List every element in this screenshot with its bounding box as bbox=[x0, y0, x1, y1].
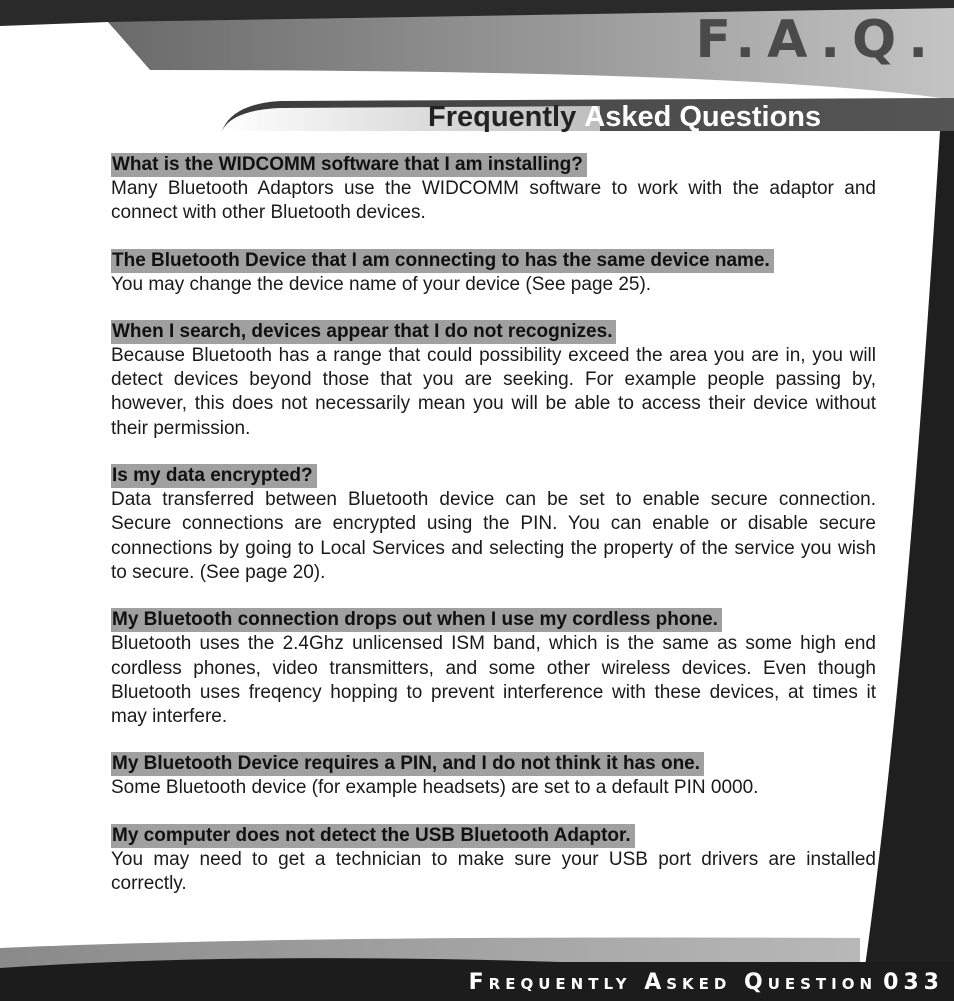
faq-answer: Some Bluetooth device (for example headsets) are set to a default PIN 0000. bbox=[111, 777, 759, 799]
faq-answer: You may change the device name of your device (See page 25). bbox=[111, 273, 652, 295]
faq-answer: Bluetooth uses the 2.4Ghz unlicensed ISM band, which is the same as some high end cordless phones, video transmitters, and some other wireless devices. Even though Bluetooth uses freqency hopping to prevent interference with these devices, at times it may interfere. bbox=[111, 633, 876, 728]
faq-item bbox=[111, 153, 876, 226]
page-title-word-1: Frequently bbox=[428, 101, 577, 133]
faq-answer: Data transferred between Bluetooth device can be set to enable secure connection. Secure connections are encrypted using the PIN. You can enable or disable secure connections by going to Local Services and selecting the property of the service you wish to secure. (See page 20). bbox=[111, 489, 876, 583]
faq-item bbox=[111, 824, 876, 897]
faq-answer: You may need to get a technician to make sure your USB port drivers are installed correctly. bbox=[111, 848, 876, 895]
faq-question: The Bluetooth Device that I am connecting to has the same device name. bbox=[111, 249, 774, 273]
faq-item bbox=[111, 249, 876, 297]
faq-logo: F.A.Q. bbox=[695, 10, 940, 70]
faq-item bbox=[111, 320, 876, 441]
faq-item bbox=[111, 464, 876, 585]
faq-question: Is my data encrypted? bbox=[111, 464, 317, 488]
page-number: 033 bbox=[883, 970, 944, 995]
footer-title: Frequently Asked Question bbox=[468, 970, 878, 995]
faq-answer: Many Bluetooth Adaptors use the WIDCOMM software to work with the adaptor and connect with other Bluetooth devices. bbox=[111, 178, 876, 224]
faq-list bbox=[111, 153, 876, 919]
faq-question: My Bluetooth Device requires a PIN, and I do not think it has one. bbox=[111, 752, 704, 776]
faq-question: My computer does not detect the USB Bluetooth Adaptor. bbox=[111, 824, 635, 848]
faq-item bbox=[111, 752, 876, 800]
footer-label bbox=[469, 970, 944, 995]
faq-question: My Bluetooth connection drops out when I use my cordless phone. bbox=[111, 608, 722, 632]
page-title bbox=[428, 100, 821, 135]
faq-item bbox=[111, 608, 876, 729]
faq-answer: Because Bluetooth has a range that could possibility exceed the area you are in, you will detect devices beyond those that you are seeking. For example people passing by, however, this does not necessarily mean you will be able to access their device without their permission. bbox=[111, 344, 876, 439]
faq-question: What is the WIDCOMM software that I am installing? bbox=[111, 153, 587, 177]
page-title-word-2: Asked Questions bbox=[584, 101, 822, 133]
faq-question: When I search, devices appear that I do not recognizes. bbox=[111, 320, 616, 344]
